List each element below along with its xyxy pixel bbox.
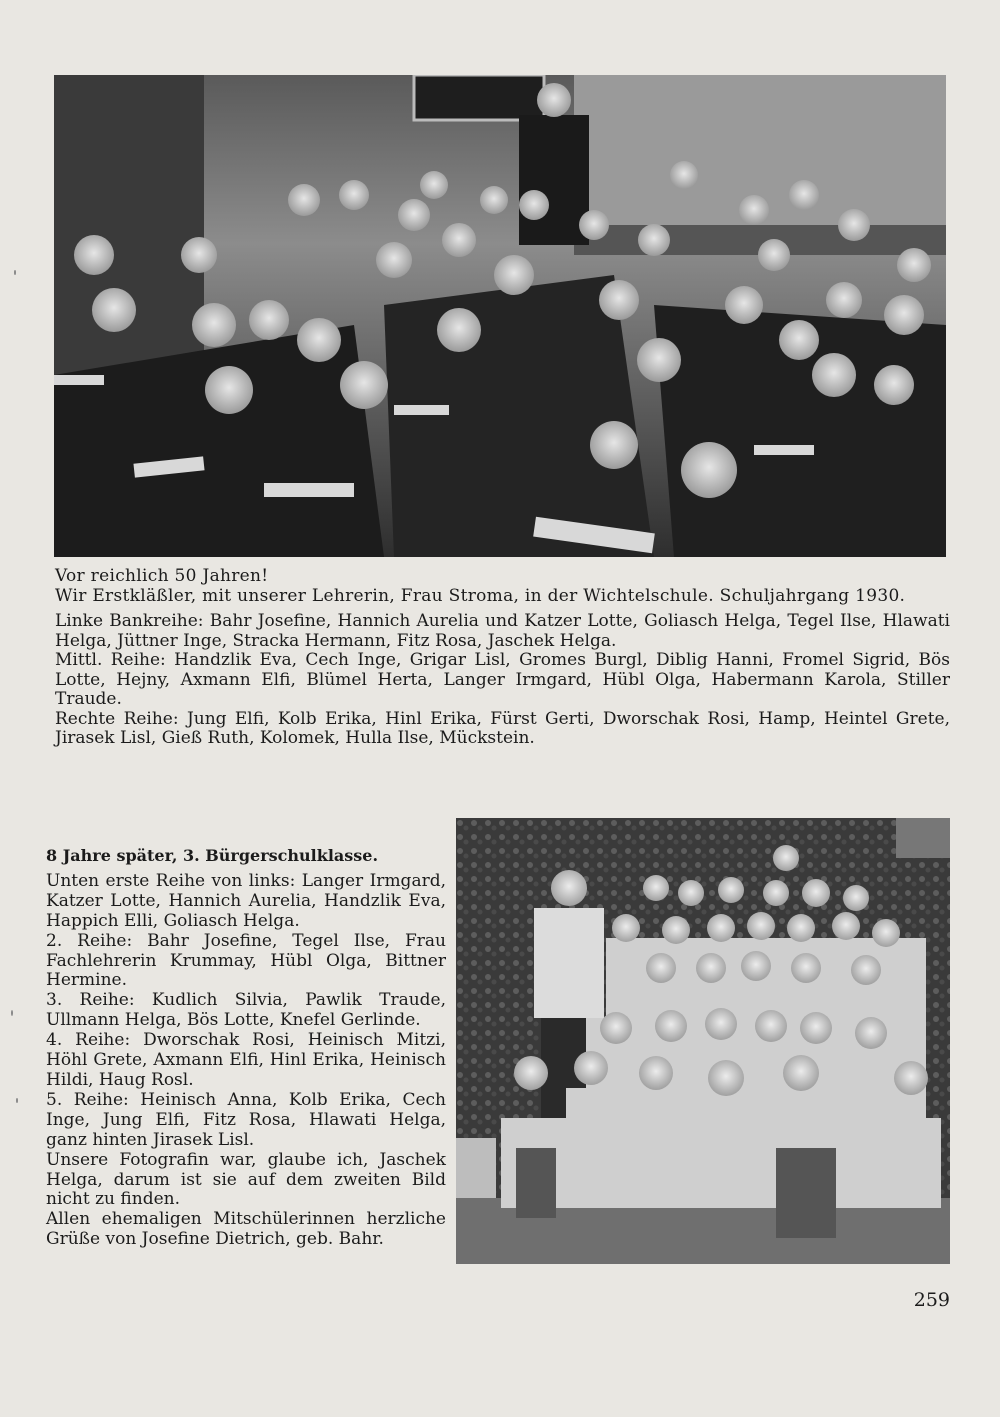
caption-1930-right-row: Rechte Reihe: Jung Elfi, Kolb Erika, Hinl Erika, Fürst Gerti, Dworschak Rosi, Hamp, Heintel Grete, Jirasek Lisl, Gieß Ruth, Kolomek, Hulla Ilse, Mückstein.: [55, 708, 950, 748]
caption-1930-line2: Wir Erstkläßler, mit unserer Lehrerin, Frau Stroma, in der Wichtelschule. Schuljahrgang 1930.: [55, 585, 906, 606]
paper-speck: [16, 1098, 18, 1103]
page-number: 259: [913, 1289, 950, 1311]
paper-speck: [14, 270, 16, 275]
caption-1938-row4: 4. Reihe: Dworschak Rosi, Heinisch Mitzi, Höhl Grete, Axmann Elfi, Hinl Erika, Heinisch Hildi, Haug Rosl.: [46, 1030, 446, 1090]
class-photo-1938: [456, 818, 950, 1264]
caption-1930: [55, 567, 950, 749]
classroom-photo-icon: [54, 75, 946, 557]
caption-1930-left-row: Linke Bankreihe: Bahr Josefine, Hannich Aurelia und Katzer Lotte, Goliasch Helga, Tegel Ilse, Hlawati Helga, Jüttner Inge, Stracka Hermann, Fitz Rosa, Jaschek Helga.: [55, 611, 950, 651]
caption-1938: [46, 846, 446, 1250]
caption-1938-row1: Unten erste Reihe von links: Langer Irmgard, Katzer Lotte, Hannich Aurelia, Handzlik Eva, Happich Elli, Goliasch Helga.: [46, 870, 446, 931]
caption-1938-greeting: Allen ehemaligen Mitschülerinnen herzliche Grüße von Josefine Dietrich, geb. Bahr.: [46, 1209, 446, 1250]
caption-1938-row5: 5. Reihe: Heinisch Anna, Kolb Erika, Cech Inge, Jung Elfi, Fitz Rosa, Hlawati Helga, ganz hinten Jirasek Lisl.: [46, 1089, 446, 1150]
caption-1930-line1: Vor reichlich 50 Jahren!: [55, 566, 269, 586]
caption-1938-photographer: Unsere Fotografin war, glaube ich, Jaschek Helga, darum ist sie auf dem zweiten Bild nicht zu finden.: [46, 1149, 446, 1210]
caption-1938-row3: 3. Reihe: Kudlich Silvia, Pawlik Traude, Ullmann Helga, Bös Lotte, Knefel Gerlinde.: [46, 990, 446, 1031]
caption-1930-middle-row: Mittl. Reihe: Handzlik Eva, Cech Inge, Grigar Lisl, Gromes Burgl, Diblig Hanni, Fromel Sigrid, Bös Lotte, Hejny, Axmann Elfi, Blümel Herta, Langer Irmgard, Hübl Olga, Habermann Karola, Stiller Traude.: [55, 650, 950, 709]
caption-1938-heading: 8 Jahre später, 3. Bürgerschulklasse.: [46, 846, 379, 865]
group-photo-icon: [456, 818, 950, 1264]
paper-speck: [11, 1010, 13, 1016]
classroom-photo-1930: [54, 75, 946, 557]
caption-1938-row2: 2. Reihe: Bahr Josefine, Tegel Ilse, Frau Fachlehrerin Krummay, Hübl Olga, Bittner Hermine.: [46, 930, 446, 991]
